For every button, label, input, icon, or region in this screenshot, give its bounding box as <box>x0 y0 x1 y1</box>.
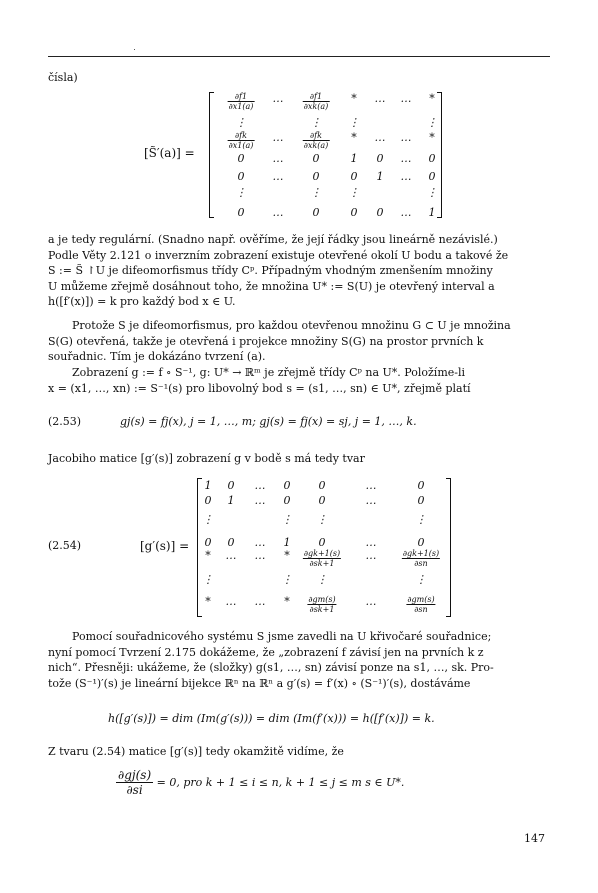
matrix-one-cell-r2-c4: ⋮ <box>348 116 360 129</box>
matrix-one-cell-r1-c7: * <box>429 92 435 105</box>
matrix-one-cell-r4-c5: 0 <box>376 152 384 165</box>
matrix-two-cell-r5-c2: … <box>225 549 237 562</box>
matrix-two-cell-r5-c4: * <box>284 549 290 562</box>
matrix-two-cell-r1-c4: 0 <box>283 479 291 492</box>
matrix-one-cell-r5-c7: 0 <box>428 170 436 183</box>
matrix-one-cell-r4-c3: 0 <box>312 152 320 165</box>
matrix-two-cell-r5-c7: $\frac{\partial gk+1(s)}{\partial sn}$ <box>402 549 440 568</box>
matrix-one-cell-r5-c5: 1 <box>376 170 384 183</box>
equation-final <box>116 768 404 797</box>
paragraph-coordinate-line-4: tože (S⁻¹)′(s) je lineární bijekce ℝⁿ na ℝⁿ a g′(s) = f′(x) ∘ (S⁻¹)′(s), dostáváme <box>48 676 471 690</box>
matrix-two-cell-r5-c6: … <box>365 549 377 562</box>
matrix-one-left-bracket <box>209 92 214 218</box>
matrix-one-cell-r3-c1: $\frac{\partial fk}{\partial x1(a)}$ <box>228 131 254 150</box>
matrix-one-cell-r1-c2: … <box>272 92 284 105</box>
matrix-two-cell-r7-c3: … <box>254 595 266 608</box>
matrix-two-cell-r3-c7: ⋮ <box>415 513 427 526</box>
matrix-one-cell-r1-c4: * <box>351 92 357 105</box>
matrix-one-cell-r5-c6: … <box>400 170 412 183</box>
matrix-two-cell-r7-c7: $\frac{\partial gm(s)}{\partial sn}$ <box>407 595 435 614</box>
matrix-one-cell-r3-c6: … <box>400 131 412 144</box>
matrix-two-cell-r4-c3: … <box>254 536 266 549</box>
matrix-one-right-bracket <box>437 92 442 218</box>
matrix-two-cell-r1-c2: 0 <box>227 479 235 492</box>
paragraph-because-line-2: S(G) otevřená, takže je otevřená i projekce množiny S(G) na prostor prvních k <box>48 334 484 348</box>
matrix-two-cell-r2-c1: 0 <box>204 494 212 507</box>
matrix-two-cell-r6-c5: ⋮ <box>316 573 328 586</box>
equation-final-denominator: ∂si <box>126 783 143 797</box>
paragraph-coordinate-line-1: Pomocí souřadnicového systému S jsme zavedli na U křivočaré souřadnice; <box>72 630 492 643</box>
matrix-two-cell-r3-c1: ⋮ <box>202 513 214 526</box>
matrix-one-cell-r7-c6: … <box>400 206 412 219</box>
matrix-two-cell-r1-c5: 0 <box>318 479 326 492</box>
paragraph-regular-line-1: a je tedy regulární. (Snadno např. ověříme, že její řádky jsou lineárně nezávislé.) <box>48 233 498 246</box>
matrix-one-cell-r4-c6: … <box>400 152 412 165</box>
matrix-two-cell-r4-c6: … <box>365 536 377 549</box>
matrix-two-cell-r4-c5: 0 <box>318 536 326 549</box>
final-intro: Z tvaru (2.54) matice [g′(s)] tedy okamžitě vidíme, že <box>48 745 344 758</box>
matrix-one-cell-r3-c7: * <box>429 131 435 144</box>
matrix-one-cell-r6-c3: ⋮ <box>310 186 322 199</box>
header-dot <box>134 49 135 50</box>
matrix-two-cell-r2-c5: 0 <box>318 494 326 507</box>
matrix-two-cell-r2-c7: 0 <box>417 494 425 507</box>
paragraph-because-line-3: souřadnic. Tím je dokázáno tvrzení (a). <box>48 350 266 364</box>
matrix-two-right-bracket <box>446 478 451 617</box>
opening-word: čísla) <box>48 71 78 84</box>
matrix-one-cell-r6-c7: ⋮ <box>426 186 438 199</box>
equation-rank: h([g′(s)]) = dim (Im(g′(s))) = dim (Im(f′(x))) = h([f′(x)]) = k. <box>108 712 435 725</box>
matrix-two-cell-r2-c6: … <box>365 494 377 507</box>
matrix-one-cell-r7-c7: 1 <box>428 206 436 219</box>
paragraph-because <box>48 318 550 365</box>
matrix-one-cell-r7-c5: 0 <box>376 206 384 219</box>
matrix-one-cell-r1-c3: $\frac{\partial f1}{\partial xk(a)}$ <box>303 92 329 111</box>
matrix-two-cell-r4-c2: 0 <box>227 536 235 549</box>
matrix-two-cell-r3-c4: ⋮ <box>281 513 293 526</box>
equation-final-fraction <box>116 768 153 797</box>
matrix-one-label: [S̃′(a)] = <box>144 146 195 160</box>
matrix-two-cell-r7-c5: $\frac{\partial gm(s)}{\partial sk+1}$ <box>308 595 336 614</box>
matrix-two-cell-r2-c4: 0 <box>283 494 291 507</box>
matrix-two-cell-r1-c1: 1 <box>204 479 212 492</box>
paragraph-because-line-1: Protože S je difeomorfismus, pro každou otevřenou množinu G ⊂ U je množina <box>72 319 511 332</box>
matrix-two-cell-r7-c1: * <box>205 595 211 608</box>
matrix-one-cell-r6-c1: ⋮ <box>235 186 247 199</box>
matrix-one-cell-r5-c3: 0 <box>312 170 320 183</box>
jacobi-intro: Jacobiho matice [g′(s)] zobrazení g v bodě s má tedy tvar <box>48 452 365 465</box>
matrix-one-cell-r5-c2: … <box>272 170 284 183</box>
matrix-two-left-bracket <box>197 478 202 617</box>
matrix-two-cell-r4-c7: 0 <box>417 536 425 549</box>
paragraph-regular-line-3: S := S̃ ↾U je difeomorfismus třídy Cᵖ. Případným vhodným zmenšením množiny <box>48 264 493 278</box>
matrix-two-cell-r5-c1: * <box>205 549 211 562</box>
matrix-two-cell-r6-c7: ⋮ <box>415 573 427 586</box>
matrix-one-cell-r1-c6: … <box>400 92 412 105</box>
paragraph-mapping-line-1: Zobrazení g := f ∘ S⁻¹, g: U* → ℝᵐ je zřejmě třídy Cᵖ na U*. Položíme-li <box>72 366 466 379</box>
matrix-one-cell-r2-c3: ⋮ <box>310 116 322 129</box>
matrix-two-cell-r2-c3: … <box>254 494 266 507</box>
matrix-two-cell-r1-c3: … <box>254 479 266 492</box>
matrix-two-cell-r7-c6: … <box>365 595 377 608</box>
paragraph-mapping-line-2: x = (x1, …, xn) := S⁻¹(s) pro libovolný bod s = (s1, …, sn) ∈ U*, zřejmě platí <box>48 381 471 395</box>
equation-2-53: gj(s) = fj(x), j = 1, …, m; gj(s) = fj(x) = sj, j = 1, …, k. <box>120 415 417 428</box>
matrix-one-cell-r7-c4: 0 <box>350 206 358 219</box>
paragraph-regular-line-2: Podle Věty 2.121 o inverzním zobrazení existuje otevřené okolí U bodu a takové že <box>48 248 509 262</box>
equation-final-rest: = 0, pro k + 1 ≤ i ≤ n, k + 1 ≤ j ≤ m s ∈ U*. <box>156 776 405 789</box>
matrix-one-cell-r3-c4: * <box>351 131 357 144</box>
equation-final-numerator: ∂gj(s) <box>118 768 152 782</box>
matrix-two-cell-r7-c2: … <box>225 595 237 608</box>
matrix-two-cell-r4-c4: 1 <box>283 536 291 549</box>
paragraph-regular-line-5: h([f′(x)]) = k pro každý bod x ∈ U. <box>48 295 236 309</box>
matrix-one-cell-r7-c3: 0 <box>312 206 320 219</box>
page-number: 147 <box>524 832 545 845</box>
matrix-two-cell-r5-c5: $\frac{\partial gk+1(s)}{\partial sk+1}$ <box>303 549 341 568</box>
matrix-two-cell-r6-c4: ⋮ <box>281 573 293 586</box>
matrix-one-cell-r3-c2: … <box>272 131 284 144</box>
matrix-one-cell-r2-c7: ⋮ <box>426 116 438 129</box>
matrix-one-cell-r4-c7: 0 <box>428 152 436 165</box>
paragraph-regular-line-4: U můžeme zřejmě dosáhnout toho, že množina U* := S(U) je otevřený interval a <box>48 279 495 293</box>
matrix-two-cell-r5-c3: … <box>254 549 266 562</box>
paragraph-coordinate-line-2: nyní pomocí Tvrzení 2.175 dokážeme, že „zobrazení f závisí jen na prvních k z <box>48 645 484 659</box>
matrix-one-cell-r7-c1: 0 <box>237 206 245 219</box>
matrix-one-cell-r1-c1: $\frac{\partial f1}{\partial x1(a)}$ <box>228 92 254 111</box>
matrix-two-cell-r4-c1: 0 <box>204 536 212 549</box>
matrix-one-cell-r7-c2: … <box>272 206 284 219</box>
paragraph-coordinate <box>48 629 550 691</box>
matrix-one-cell-r2-c1: ⋮ <box>235 116 247 129</box>
matrix-two-cell-r1-c6: … <box>365 479 377 492</box>
matrix-one-cell-r6-c4: ⋮ <box>348 186 360 199</box>
equation-2-54-tag: (2.54) <box>48 539 82 552</box>
matrix-one-cell-r3-c5: … <box>374 131 386 144</box>
matrix-one-cell-r4-c4: 1 <box>350 152 358 165</box>
matrix-one-cell-r3-c3: $\frac{\partial fk}{\partial xk(a)}$ <box>303 131 329 150</box>
matrix-one-cell-r4-c2: … <box>272 152 284 165</box>
matrix-two-cell-r2-c2: 1 <box>227 494 235 507</box>
matrix-two-cell-r6-c1: ⋮ <box>202 573 214 586</box>
matrix-one-cell-r4-c1: 0 <box>237 152 245 165</box>
matrix-one-cell-r5-c1: 0 <box>237 170 245 183</box>
matrix-two-cell-r1-c7: 0 <box>417 479 425 492</box>
paragraph-mapping <box>48 365 550 396</box>
equation-2-53-tag: (2.53) <box>48 415 82 428</box>
matrix-two-cell-r3-c5: ⋮ <box>316 513 328 526</box>
matrix-one-cell-r1-c5: … <box>374 92 386 105</box>
paragraph-coordinate-line-3: nich“. Přesněji: ukážeme, že (složky) g(s1, …, sn) závisí ponze na s1, …, sk. Pro- <box>48 661 494 675</box>
header-rule <box>48 56 550 57</box>
matrix-two-cell-r7-c4: * <box>284 595 290 608</box>
matrix-two-label: [g′(s)] = <box>140 539 190 553</box>
paragraph-regular <box>48 232 550 310</box>
matrix-one-cell-r5-c4: 0 <box>350 170 358 183</box>
